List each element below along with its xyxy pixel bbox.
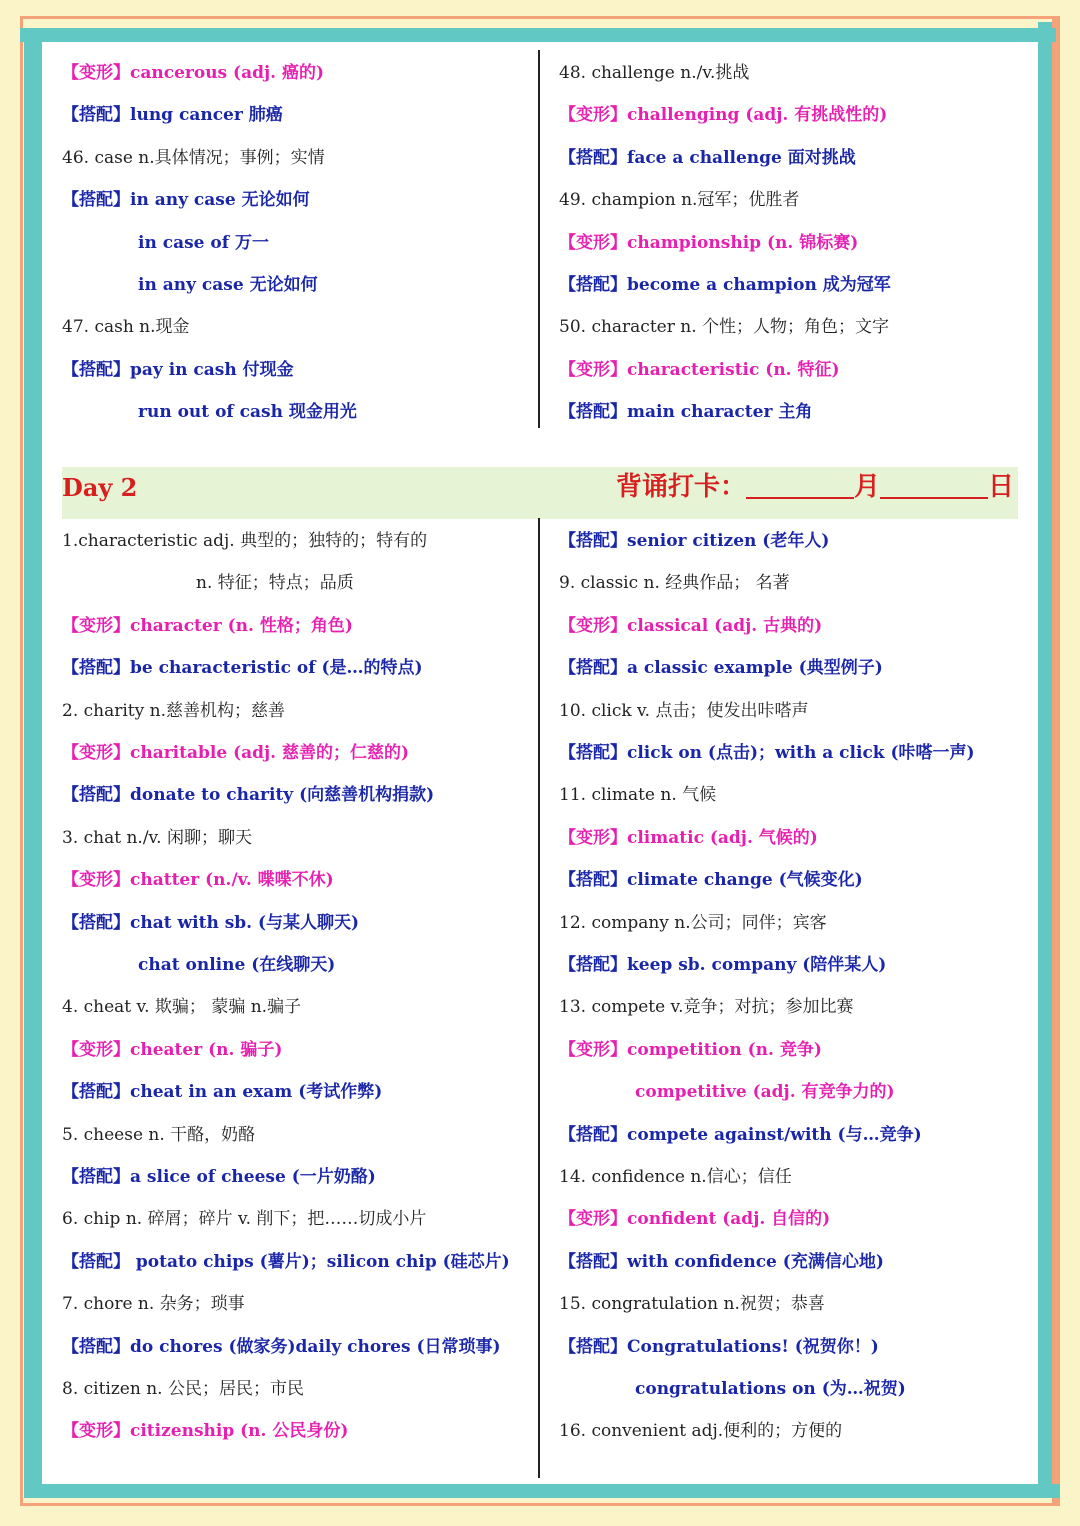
entry-line: 【变形】character (n. 性格；角色) — [62, 615, 353, 636]
entry-line: 【搭配】cheat in an exam (考试作弊) — [62, 1082, 383, 1103]
entry-line: 6. chip n. 碎屑；碎片 v. 削下；把……切成小片 — [62, 1209, 427, 1230]
month-label: 月 — [853, 472, 880, 502]
entry-line: 【变形】confident (adj. 自信的) — [559, 1209, 831, 1230]
entry-line: 【变形】competition (n. 竞争) — [559, 1039, 822, 1060]
entry-line: 【变形】cancerous (adj. 癌的) — [62, 63, 325, 83]
entry-line: 8. citizen n. 公民；居民；市民 — [62, 1379, 304, 1399]
entry-line: 【搭配】 potato chips (薯片)；silicon chip (硅芯片) — [62, 1251, 510, 1272]
entry-line: 【变形】citizenship (n. 公民身份) — [62, 1421, 349, 1442]
entry-line: 47. cash n.现金 — [62, 317, 190, 338]
entry-line: 【搭配】compete against/with (与…竞争) — [559, 1124, 922, 1145]
entry-line: 【搭配】pay in cash 付现金 — [62, 359, 294, 380]
day-title: Day 2 — [62, 473, 138, 502]
entry-line: 13. compete v.竞争；对抗；参加比赛 — [559, 997, 854, 1018]
entry-line: 【搭配】climate change (气候变化) — [559, 870, 863, 891]
bottom-teal-band — [24, 1484, 1060, 1498]
entry-line: 【搭配】main character 主角 — [559, 402, 813, 423]
entry-line: 【搭配】click on (点击)；with a click (咔嗒一声) — [559, 743, 975, 763]
entry-line: 【搭配】donate to charity (向慈善机构捐款) — [62, 785, 435, 806]
entry-line: 【搭配】with confidence (充满信心地) — [559, 1251, 884, 1272]
entry-line: 46. case n.具体情况；事例；实情 — [62, 147, 325, 168]
month-blank[interactable] — [746, 471, 854, 499]
entry-line: 1.characteristic adj. 典型的；独特的；特有的 — [62, 531, 428, 551]
entry-line: 14. confidence n.信心；信任 — [559, 1167, 792, 1187]
entry-line: 7. chore n. 杂务；琐事 — [62, 1294, 245, 1315]
top-teal-band — [20, 28, 1056, 42]
entry-line: 【变形】classical (adj. 古典的) — [559, 615, 823, 636]
entry-line: n. 特征；特点；品质 — [196, 573, 354, 594]
entry-line: 48. challenge n./v.挑战 — [559, 63, 750, 83]
entry-line: 【搭配】face a challenge 面对挑战 — [559, 147, 856, 168]
entry-line: 【变形】challenging (adj. 有挑战性的) — [559, 105, 888, 126]
entry-line: in case of 万一 — [138, 232, 269, 253]
entry-line: competitive (adj. 有竞争力的) — [635, 1082, 895, 1103]
entry-line: 【搭配】chat with sb. (与某人聊天) — [62, 912, 360, 933]
checkin-label — [616, 471, 1014, 503]
entry-line: 16. convenient adj.便利的；方便的 — [559, 1421, 843, 1442]
entry-line: 【变形】cheater (n. 骗子) — [62, 1039, 283, 1060]
entry-line: 【搭配】do chores (做家务)daily chores (日常琐事) — [62, 1336, 501, 1357]
entry-line: 5. cheese n. 干酪，奶酪 — [62, 1124, 256, 1145]
right-orange-strip — [1052, 18, 1058, 1506]
entry-line: chat online (在线聊天) — [138, 955, 336, 975]
entry-line: 15. congratulation n.祝贺；恭喜 — [559, 1294, 825, 1315]
entry-line: 【搭配】a slice of cheese (一片奶酪) — [62, 1167, 376, 1187]
entry-line: 【搭配】lung cancer 肺癌 — [62, 105, 283, 126]
entry-line: 【搭配】keep sb. company (陪伴某人) — [559, 955, 887, 975]
entry-line: 11. climate n. 气候 — [559, 785, 717, 806]
entry-line: 【搭配】senior citizen (老年人) — [559, 531, 830, 551]
entry-line: 【搭配】become a champion 成为冠军 — [559, 275, 891, 295]
entry-line: 【搭配】Congratulations! (祝贺你！) — [559, 1336, 879, 1357]
entry-line: in any case 无论如何 — [138, 275, 318, 295]
day2-column-divider — [538, 518, 540, 1478]
entry-line: 【变形】championship (n. 锦标赛) — [559, 232, 859, 253]
entry-line: 【搭配】a classic example (典型例子) — [559, 658, 883, 679]
left-teal-band — [24, 28, 42, 1498]
top-column-divider — [538, 50, 540, 428]
vocabulary-page — [42, 42, 1038, 1484]
entry-line: 10. click v. 点击；使发出咔嗒声 — [559, 700, 809, 721]
entry-line: 【搭配】in any case 无论如何 — [62, 190, 310, 211]
entry-line: 【变形】charitable (adj. 慈善的；仁慈的) — [62, 743, 410, 763]
entry-line: 3. chat n./v. 闲聊；聊天 — [62, 827, 252, 848]
entry-line: run out of cash 现金用光 — [138, 402, 357, 423]
entry-line: 12. company n.公司；同伴；宾客 — [559, 912, 827, 933]
entry-line: 【搭配】be characteristic of (是…的特点) — [62, 658, 423, 679]
entry-line: 49. champion n.冠军；优胜者 — [559, 190, 800, 211]
checkin-text: 背诵打卡： — [615, 472, 746, 502]
entry-line: 50. character n. 个性；人物；角色；文字 — [559, 317, 890, 338]
day-blank[interactable] — [880, 471, 988, 499]
entry-line: 【变形】climatic (adj. 气候的) — [559, 827, 818, 848]
right-teal-band — [1038, 22, 1052, 1498]
entry-line: congratulations on (为…祝贺) — [635, 1379, 906, 1399]
entry-line: 【变形】characteristic (n. 特征) — [559, 359, 840, 380]
entry-line: 2. charity n.慈善机构；慈善 — [62, 700, 285, 721]
day-label: 日 — [987, 472, 1014, 502]
entry-line: 9. classic n. 经典作品； 名著 — [559, 573, 790, 594]
entry-line: 【变形】chatter (n./v. 喋喋不休) — [62, 870, 334, 891]
entry-line: 4. cheat v. 欺骗； 蒙骗 n.骗子 — [62, 997, 302, 1018]
